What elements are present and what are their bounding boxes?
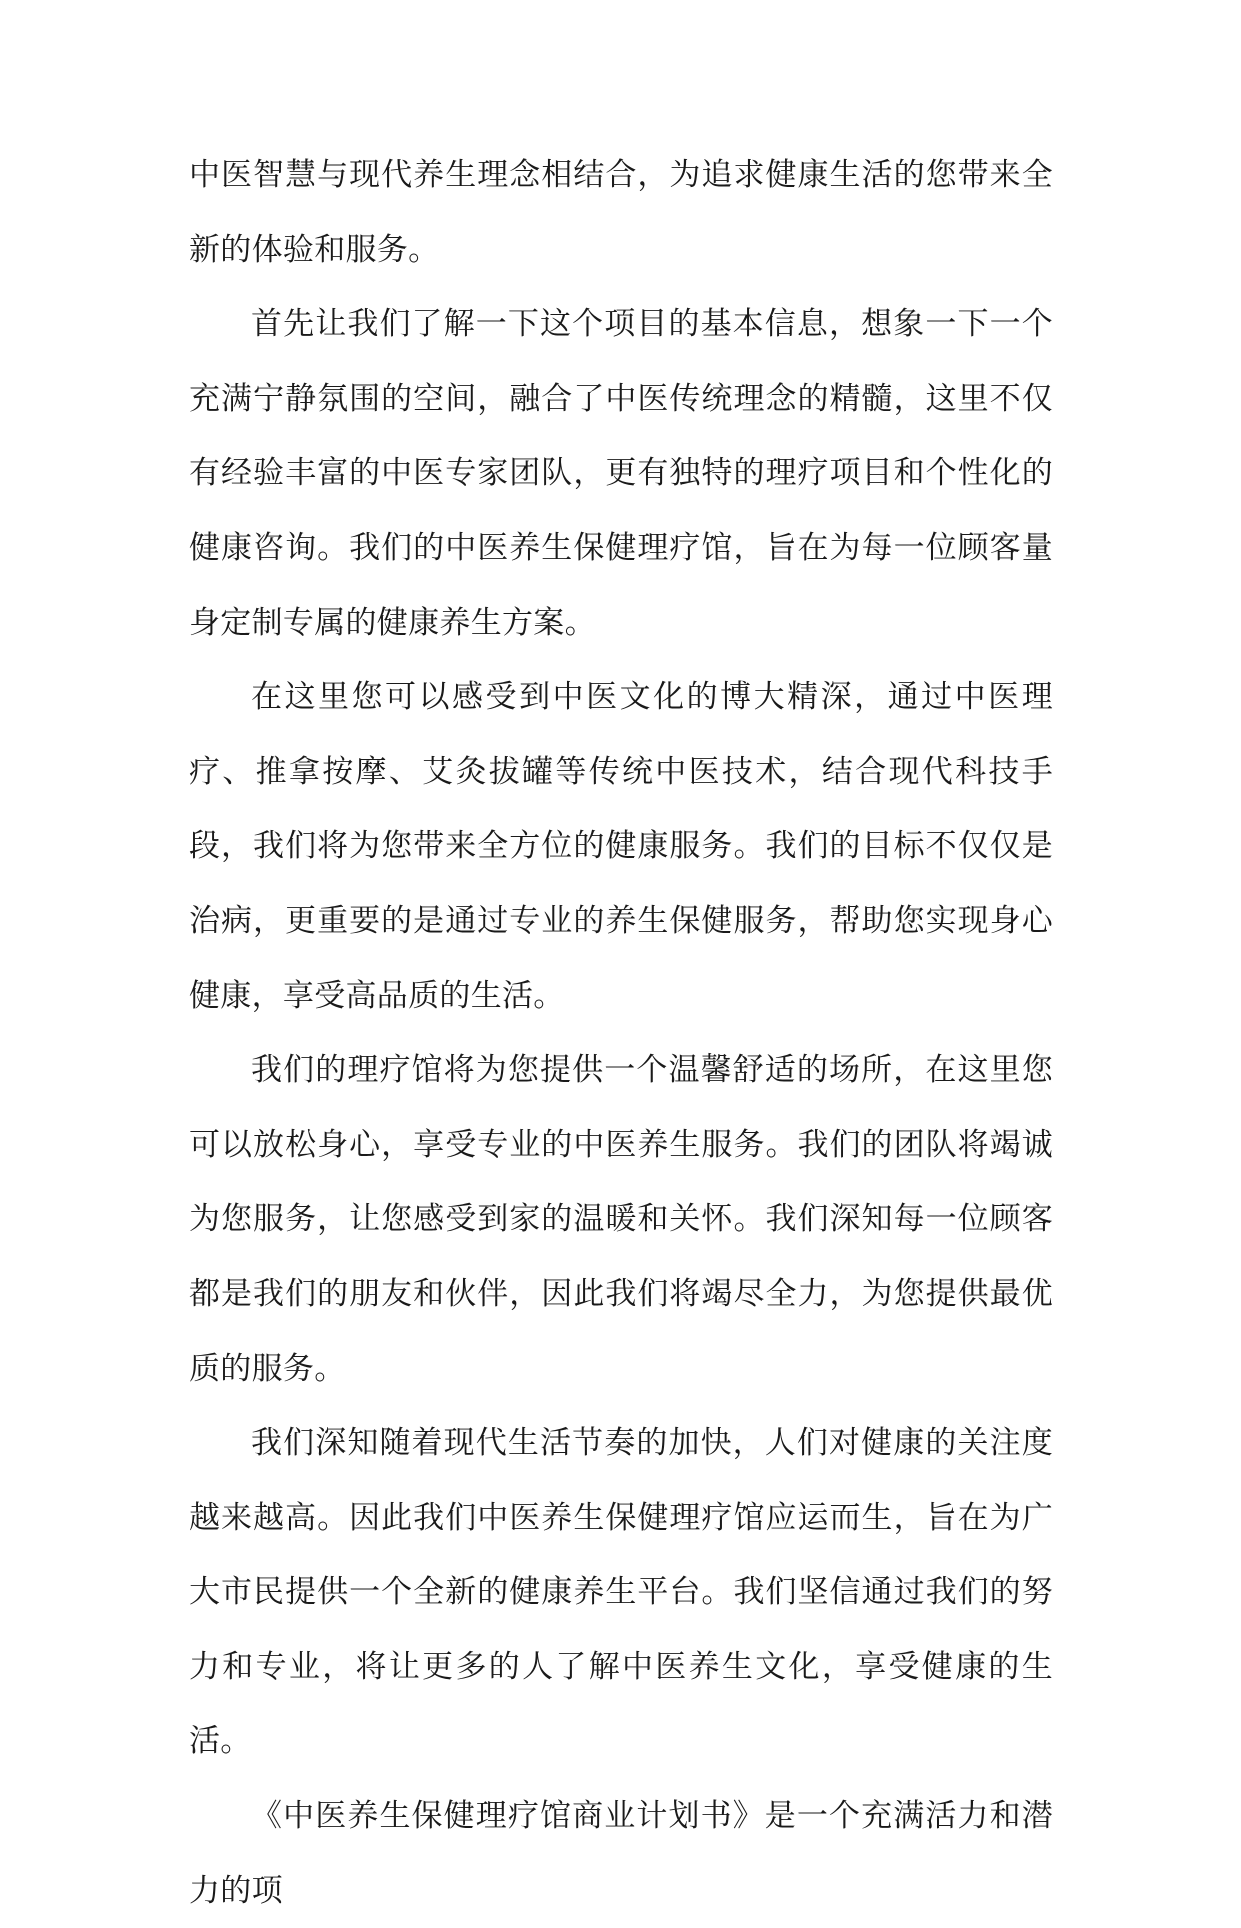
paragraph-2: 首先让我们了解一下这个项目的基本信息，想象一下一个充满宁静氛围的空间，融合了中医传统理念的精髓，这里不仅有经验丰富的中医专家团队，更有独特的理疗项目和个性化的健康咨询。我们的中医养生保健理疗馆，旨在为每一位顾客量身定制专属的健康养生方案。 [189, 306, 1053, 641]
paragraph-1: 中医智慧与现代养生理念相结合，为追求健康生活的您带来全新的体验和服务。 [189, 157, 1053, 268]
paragraph-6: 《中医养生保健理疗馆商业计划书》是一个充满活力和潜力的项 [189, 1798, 1053, 1909]
document-body [189, 138, 1053, 1928]
paragraph-3: 在这里您可以感受到中医文化的博大精深，通过中医理疗、推拿按摩、艾灸拔罐等传统中医技术，结合现代科技手段，我们将为您带来全方位的健康服务。我们的目标不仅仅是治病，更重要的是通过专业的养生保健服务，帮助您实现身心健康，享受高品质的生活。 [189, 679, 1053, 1014]
paragraph-5: 我们深知随着现代生活节奏的加快，人们对健康的关注度越来越高。因此我们中医养生保健理疗馆应运而生，旨在为广大市民提供一个全新的健康养生平台。我们坚信通过我们的努力和专业，将让更多的人了解中医养生文化，享受健康的生活。 [189, 1425, 1053, 1760]
paragraph-4: 我们的理疗馆将为您提供一个温馨舒适的场所，在这里您可以放松身心，享受专业的中医养生服务。我们的团队将竭诚为您服务，让您感受到家的温暖和关怀。我们深知每一位顾客都是我们的朋友和伙伴，因此我们将竭尽全力，为您提供最优质的服务。 [189, 1052, 1053, 1387]
